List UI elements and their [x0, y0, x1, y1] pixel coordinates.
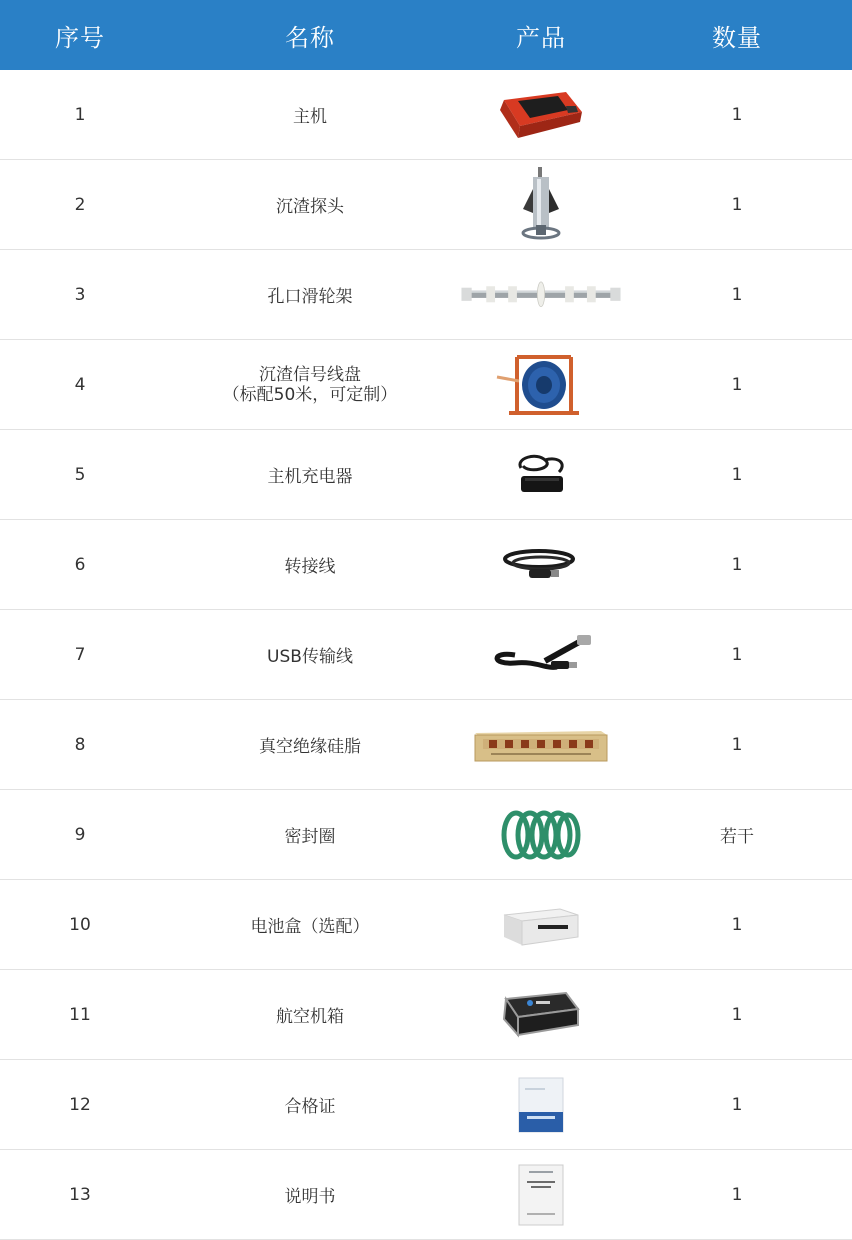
row-quantity: 1 [731, 374, 743, 395]
row-index: 8 [74, 734, 86, 755]
table-row [0, 610, 852, 700]
row-name: 孔口滑轮架 [267, 287, 353, 307]
header-product: 产品 [516, 23, 566, 52]
row-name: 密封圈 [284, 827, 336, 847]
row-index: 4 [74, 374, 86, 395]
certificate-icon [460, 1060, 622, 1149]
row-quantity: 1 [731, 194, 743, 215]
row-quantity: 1 [731, 644, 743, 665]
row-name: 真空绝缘硅脂 [259, 737, 361, 757]
header-name: 名称 [285, 23, 335, 52]
row-index: 12 [69, 1094, 91, 1115]
row-index: 13 [69, 1184, 91, 1205]
row-name: 转接线 [284, 557, 336, 577]
pulley-frame-icon [460, 250, 622, 339]
row-index: 6 [74, 554, 86, 575]
seal-rings-icon [460, 790, 622, 879]
table-row [0, 700, 852, 790]
row-index: 5 [74, 464, 86, 485]
row-index: 2 [74, 194, 86, 215]
row-quantity: 1 [731, 554, 743, 575]
usb-cable-icon [460, 610, 622, 699]
row-index: 9 [74, 824, 86, 845]
table-row [0, 340, 852, 430]
table-header [0, 0, 852, 70]
table-row [0, 790, 852, 880]
table-row [0, 1150, 852, 1240]
row-index: 3 [74, 284, 86, 305]
table-row [0, 520, 852, 610]
header-quantity: 数量 [712, 23, 762, 52]
row-name: 沉渣探头 [276, 197, 344, 217]
table-row [0, 970, 852, 1060]
table-row [0, 1060, 852, 1150]
row-name: 主机 [293, 107, 327, 127]
row-name-line1: 沉渣信号线盘 [259, 364, 361, 385]
table-row [0, 430, 852, 520]
row-quantity: 若干 [720, 827, 754, 847]
row-quantity: 1 [731, 1004, 743, 1025]
table-row [0, 250, 852, 340]
table-row [0, 880, 852, 970]
row-name: USB传输线 [267, 647, 353, 667]
sediment-probe-icon [460, 160, 622, 249]
silicone-grease-box-icon [460, 700, 622, 789]
row-quantity: 1 [731, 284, 743, 305]
row-index: 1 [74, 104, 86, 125]
row-name: 合格证 [284, 1097, 336, 1117]
row-quantity: 1 [731, 734, 743, 755]
row-quantity: 1 [731, 1184, 743, 1205]
row-quantity: 1 [731, 914, 743, 935]
row-index: 10 [69, 914, 91, 935]
manual-icon [460, 1150, 622, 1239]
row-name: 电池盒（选配） [250, 917, 370, 937]
header-index: 序号 [55, 23, 105, 52]
flight-case-icon [460, 970, 622, 1059]
row-index: 11 [69, 1004, 91, 1025]
row-quantity: 1 [731, 464, 743, 485]
row-quantity: 1 [731, 1094, 743, 1115]
battery-box-icon [460, 880, 622, 969]
charger-icon [460, 430, 622, 519]
adapter-cable-icon [460, 520, 622, 609]
cable-reel-icon [460, 340, 622, 429]
table-row [0, 70, 852, 160]
row-name: 说明书 [284, 1187, 336, 1207]
row-name: 主机充电器 [267, 467, 353, 487]
row-index: 7 [74, 644, 86, 665]
row-name: 航空机箱 [276, 1007, 344, 1027]
row-name [160, 340, 460, 429]
table-row [0, 160, 852, 250]
row-quantity: 1 [731, 104, 743, 125]
host-device-icon [460, 70, 622, 159]
row-name-line2: （标配50米，可定制） [222, 384, 398, 405]
